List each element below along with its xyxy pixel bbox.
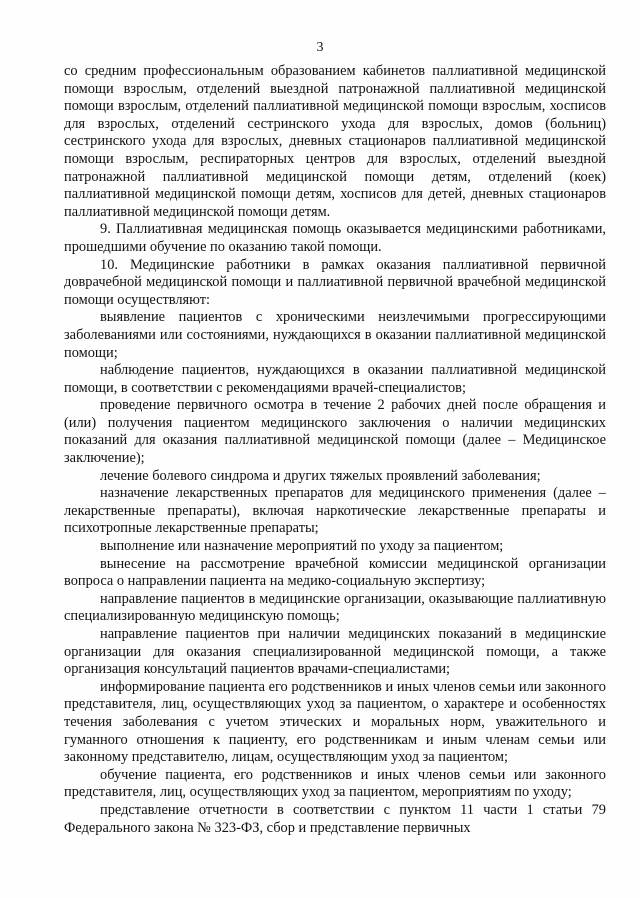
paragraph: наблюдение пациентов, нуждающихся в оказании паллиативной медицинской помощи, в соответствии с рекомендациями врачей-специалистов; xyxy=(64,362,606,396)
paragraph: вынесение на рассмотрение врачебной комиссии медицинской организации вопроса о направлении пациента на медико-социальную экспертизу; xyxy=(64,555,606,590)
paragraph: со средним профессиональным образованием кабинетов паллиативной медицинской помощи взрослым, отделений выездной патронажной паллиативной медицинской помощи взрослым, отделений паллиативной медицинской помощи взрослым, хосписов для взрослых, отделений сестринского ухода для взрослых, домов (больниц) сестринского ухода для взрослых, дневных стационаров паллиативной медицинской помощи взрослым, респираторных центров для взрослых, отделений выездной патронажной паллиативной медицинской помощи детям, отделений (коек) паллиативной медицинской помощи детям, хосписов для детей, дневных стационаров паллиативной медицинской помощи детям. xyxy=(64,63,606,220)
paragraph: выявление пациентов с хроническими неизлечимыми прогрессирующими заболеваниями или состояниями, нуждающихся в оказании паллиативной медицинской помощи; xyxy=(64,309,606,361)
paragraph: информирование пациента его родственников и иных членов семьи или законного представителя, лиц, осуществляющих уход за пациентом, о характере и особенностях течения заболевания с учетом этических и моральных норм, уважительного и гуманного отношения к пациенту, его родственникам и иным членам семьи или законному представителю, лицам, осуществляющим уход за пациентом; xyxy=(64,678,606,766)
paragraph: направление пациентов при наличии медицинских показаний в медицинские организации для оказания специализированной медицинской помощи, а также организация консультаций пациентов врачами-специалистами; xyxy=(64,626,606,678)
paragraph: направление пациентов в медицинские организации, оказывающие паллиативную специализированную медицинскую помощь; xyxy=(64,590,606,625)
document-body-text xyxy=(64,63,606,837)
paragraph: представление отчетности в соответствии с пунктом 11 части 1 статьи 79 Федерального закона № 323-ФЗ, сбор и представление первичных xyxy=(64,801,606,836)
paragraph: обучение пациента, его родственников и иных членов семьи или законного представителя, лиц, осуществляющих уход за пациентом, мероприятиям по уходу; xyxy=(64,766,606,801)
paragraph: 10. Медицинские работники в рамках оказания паллиативной первичной доврачебной медицинской помощи и паллиативной первичной врачебной медицинской помощи осуществляют: xyxy=(64,256,606,308)
paragraph: проведение первичного осмотра в течение 2 рабочих дней после обращения и (или) получения пациентом медицинского заключения о наличии медицинских показаний для оказания паллиативной медицинской помощи (далее – Медицинское заключение); xyxy=(64,397,606,467)
paragraph: назначение лекарственных препаратов для медицинского применения (далее – лекарственные препараты), включая наркотические лекарственные препараты и психотропные лекарственные препараты; xyxy=(64,485,606,537)
paragraph: выполнение или назначение мероприятий по уходу за пациентом; xyxy=(100,538,504,555)
paragraph: 9. Паллиативная медицинская помощь оказывается медицинскими работниками, прошедшими обучение по оказанию такой помощи. xyxy=(64,221,606,255)
page-number: 3 xyxy=(316,40,324,55)
paragraph: лечение болевого синдрома и других тяжелых проявлений заболевания; xyxy=(100,467,541,484)
